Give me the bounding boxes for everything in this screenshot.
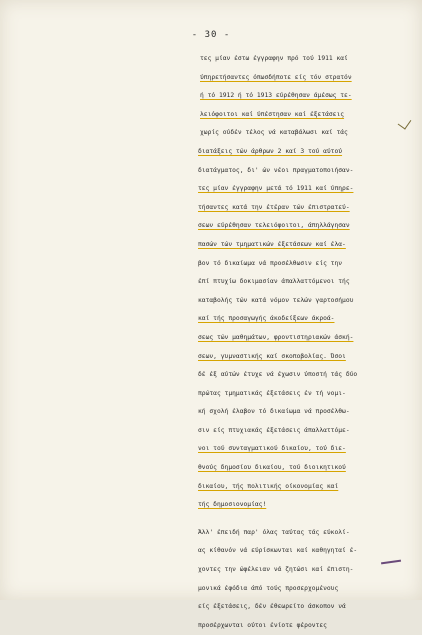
text-line: καί τής προσαγωγής άκοδείξεων άκροά-	[198, 315, 335, 323]
text-line: τες μίαν έστω έγγραφην πρό τού 1911 καί	[200, 55, 348, 62]
text-line: χωρίς ούδέν τέλος νά καταβάλωσι καί τάς	[200, 129, 348, 137]
text-line: κή σχολή έλαβον τό δικαίωμα νά προσέλθω-	[198, 408, 350, 416]
text-line: σιν είς πτυχιακάς έξετάσεις άπαλλαττόμε-	[198, 426, 350, 434]
text-line: διατάξεις τών άρθρων 2 καί 3 τού αύτού	[198, 147, 343, 155]
text-line: σεως τών μαθημάτων, φροντιστηριακών άσκή-	[198, 333, 354, 341]
text-line: είς έξετάσεις, δέν έθεωρείτο άσκοπον νά	[198, 603, 346, 611]
text-line: διατάγματος, δι' ών νέοι πραγματοποιήσαν-	[198, 166, 354, 174]
text-line: πασών τών τμηματικών έξετάσεων καί έλα-	[198, 240, 346, 248]
text-line: τήσαντες κατά την έτέραν τών έπιστρατεύ-	[198, 203, 350, 211]
text-line: μονικά έφόδια άπό τούς προσερχομένους	[198, 584, 339, 592]
text-line: πρώτας τμηματικάς έξετάσεις έν τή νομι-	[198, 389, 346, 397]
text-line: τες μίαν έγγραφην μετά τό 1911 καί ύπηρε-	[198, 185, 354, 193]
text-line: χοντες την ώφέλειαν νά ζητώσι καί έπιστη-	[198, 566, 354, 574]
text-line: Άλλ' έπειδή παρ' όλας ταύτας τάς εύκολί-	[198, 528, 350, 536]
page-number: - 30 -	[191, 30, 231, 40]
text-line: σεων εύρέθησαν τελειόφοιτοι, άπηλλάγησαν	[198, 222, 350, 230]
text-line: βον τό δικαίωμα νά προσέλθωσιν είς την	[198, 259, 343, 267]
text-line: ή τό 1912 ή τό 1913 εύρέθησαν άμέσως τε-	[200, 92, 352, 100]
text-line: λειόφοιτοι καί ύπέστησαν καί έξετάσεις	[200, 110, 345, 118]
text-line: ας κίθανόν νά εύρίσκωνται καί καθηγηταί έ-	[198, 547, 358, 555]
text-line: δέ έξ αύτών έτυχε νά έχωσιν ύποστή τάς δύο	[198, 371, 358, 379]
text-line: προσέρχωνται ούτοι ένίοτε φέροντες	[198, 621, 327, 629]
text-line: έπί πτυχίω δοκιμασίαν άπαλλαττόμενοι τής	[198, 278, 350, 286]
text-line: σεων, γυμναστικής καί σκοποβολίας. Όσοι	[198, 352, 346, 360]
typed-body-text	[200, 50, 422, 635]
text-line: νοι τού συνταγματικού δικαίου, τού διε-	[198, 445, 346, 453]
text-line: καταβολής τών κατά νόμον τελών γαρτοσήμου	[198, 296, 354, 304]
text-line: θνούς δημοσίου δικαίου, τού διοικητικού	[198, 464, 346, 472]
text-line: τής δημοσιονομίας!	[198, 501, 267, 509]
text-line: ύπηρετήσαντες όπωσδήποτε είς τόν στρατόν	[200, 73, 352, 81]
text-line: δικαίου, τής πολιτικής οίκονομίας καί	[198, 482, 339, 490]
